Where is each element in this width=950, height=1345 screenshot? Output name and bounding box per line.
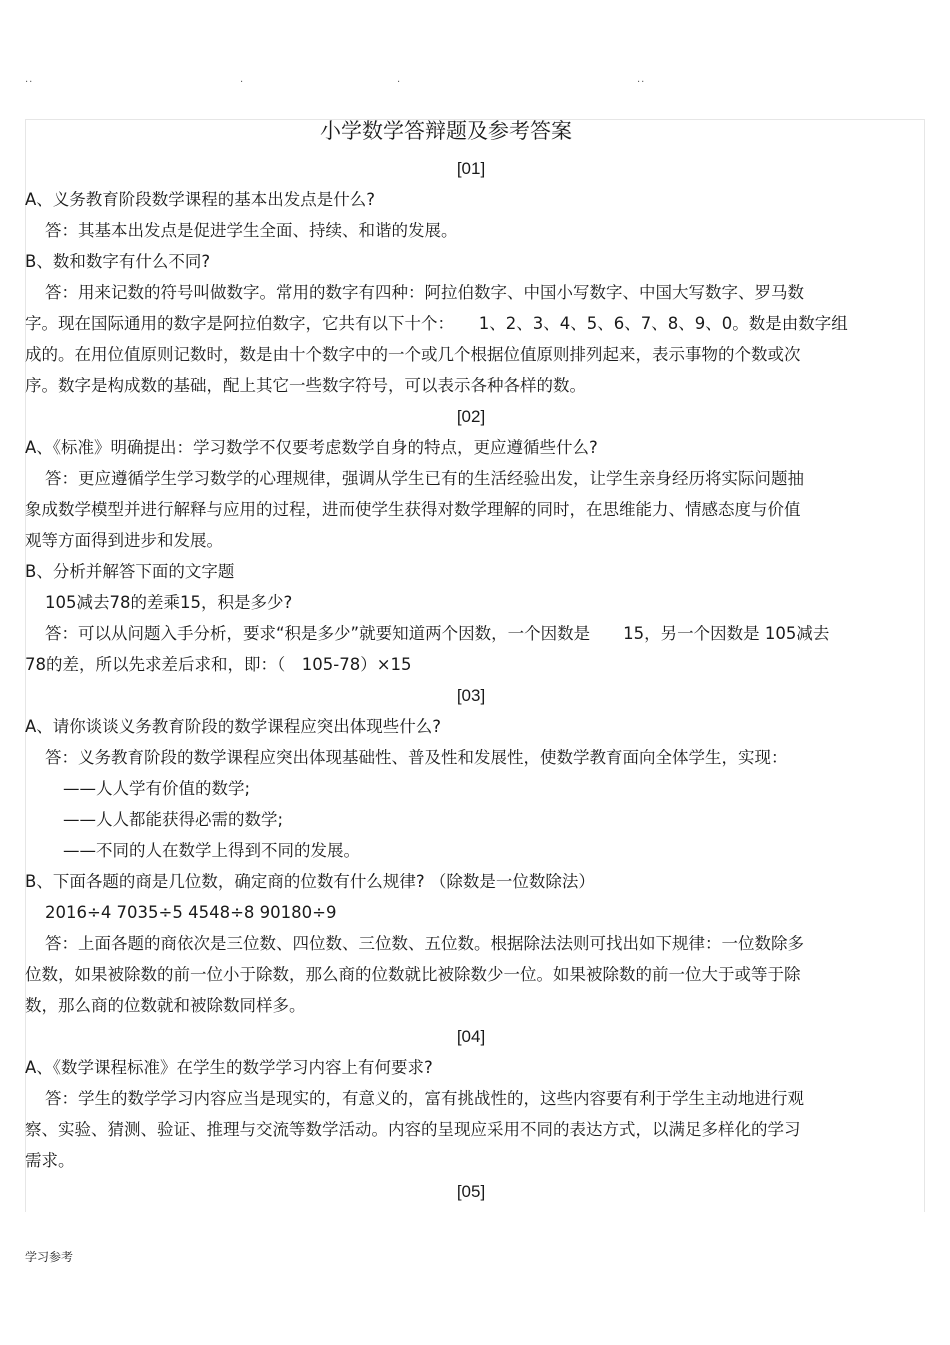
answer-line: 象成数学模型并进行解释与应用的过程，进而使学生获得对数学理解的同时，在思维能力、情感态度与价值 bbox=[25, 500, 801, 519]
header-mark: .. bbox=[637, 74, 646, 85]
dash-item: ——人人学有价值的数学; bbox=[63, 779, 251, 798]
answer-line: 答：其基本出发点是促进学生全面、持续、和谐的发展。 bbox=[45, 221, 458, 240]
header-mark: .. bbox=[25, 74, 34, 85]
header-mark: . bbox=[240, 74, 245, 85]
document-title: 小学数学答辩题及参考答案 bbox=[320, 119, 572, 143]
page-footer: 学习参考 bbox=[25, 1250, 74, 1264]
answer-line: 答：用来记数的符号叫做数字。常用的数字有四种：阿拉伯数字、中国小写数字、中国大写数字、罗马数 bbox=[45, 283, 804, 302]
answer-line: 序。数字是构成数的基础，配上其它一些数字符号，可以表示各种各样的数。 bbox=[25, 376, 586, 395]
question-line: A、《标准》明确提出：学习数学不仅要考虑数学自身的特点，更应遵循些什么? bbox=[25, 438, 598, 457]
answer-line: 答：义务教育阶段的数学课程应突出体现基础性、普及性和发展性，使数学教育面向全体学生，实现： bbox=[45, 748, 788, 767]
answer-line: 答：学生的数学学习内容应当是现实的，有意义的，富有挑战性的，这些内容要有利于学生主动地进行观 bbox=[45, 1089, 804, 1108]
question-line: A、请你谈谈义务教育阶段的数学课程应突出体现些什么? bbox=[25, 717, 442, 736]
section-number: [03] bbox=[456, 686, 486, 705]
section-number: [04] bbox=[456, 1027, 486, 1046]
question-line: A、《数学课程标准》在学生的数学学习内容上有何要求? bbox=[25, 1058, 433, 1077]
answer-line: 成的。在用位值原则记数时，数是由十个数字中的一个或几个根据位值原则排列起来，表示事物的个数或次 bbox=[25, 345, 801, 364]
answer-line: 察、实验、猜测、验证、推理与交流等数学活动。内容的呈现应采用不同的表达方式，以满足多样化的学习 bbox=[25, 1120, 801, 1139]
answer-line: 答：可以从问题入手分析，要求“积是多少”就要知道两个因数，一个因数是 15，另一个因数是 105减去 bbox=[45, 624, 830, 643]
question-line: B、下面各题的商是几位数，确定商的位数有什么规律? （除数是一位数除法） bbox=[25, 872, 595, 891]
section-number: [01] bbox=[456, 159, 486, 178]
answer-line: 答：更应遵循学生学习数学的心理规律，强调从学生已有的生活经验出发，让学生亲身经历将实际问题抽 bbox=[45, 469, 804, 488]
answer-line: 需求。 bbox=[25, 1151, 75, 1170]
answer-line: 观等方面得到进步和发展。 bbox=[25, 531, 223, 550]
section-number: [05] bbox=[456, 1182, 486, 1201]
answer-line: 位数，如果被除数的前一位小于除数，那么商的位数就比被除数少一位。如果被除数的前一位大于或等于除 bbox=[25, 965, 801, 984]
header-mark: . bbox=[397, 74, 402, 85]
answer-line: 答：上面各题的商依次是三位数、四位数、三位数、五位数。根据除法法则可找出如下规律：一位数除多 bbox=[45, 934, 804, 953]
dash-item: ——不同的人在数学上得到不同的发展。 bbox=[63, 841, 360, 860]
section-number: [02] bbox=[456, 407, 486, 426]
question-line: A、义务教育阶段数学课程的基本出发点是什么? bbox=[25, 190, 376, 209]
answer-line: 2016÷4 7035÷5 4548÷8 90180÷9 bbox=[45, 903, 337, 922]
answer-line: 数，那么商的位数就和被除数同样多。 bbox=[25, 996, 306, 1015]
answer-line: 105减去78的差乘15，积是多少? bbox=[45, 593, 293, 612]
question-line: B、分析并解答下面的文字题 bbox=[25, 562, 235, 581]
dash-item: ——人人都能获得必需的数学; bbox=[63, 810, 284, 829]
answer-line: 78的差，所以先求差后求和，即：（ 105-78）×15 bbox=[25, 655, 412, 674]
question-line: B、数和数字有什么不同? bbox=[25, 252, 211, 271]
answer-line: 字。现在国际通用的数字是阿拉伯数字，它共有以下十个： 1、2、3、4、5、6、7、8、9、0。数是由数字组 bbox=[25, 314, 848, 333]
